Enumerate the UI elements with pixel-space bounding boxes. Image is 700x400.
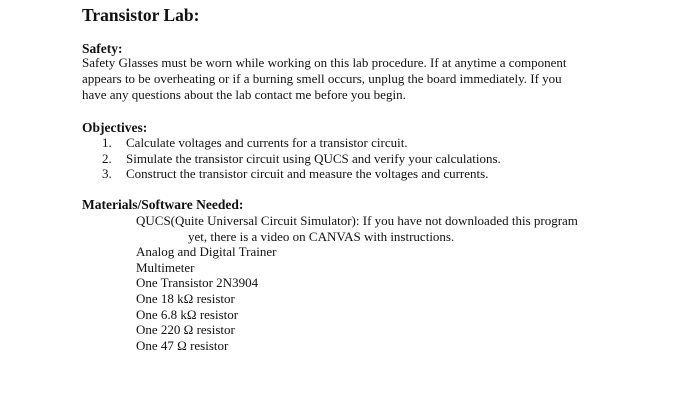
list-item: One 6.8 kΩ resistor bbox=[136, 306, 239, 322]
list-item: One 47 Ω resistor bbox=[136, 337, 229, 353]
list-item bbox=[102, 135, 501, 151]
objectives-list bbox=[102, 135, 501, 182]
list-item bbox=[102, 151, 501, 167]
safety-line: Safety Glasses must be worn while working on this lab procedure. If at anytime a component bbox=[82, 55, 567, 70]
list-number: 3. bbox=[102, 166, 112, 181]
materials-item-qucs: QUCS(Quite Universal Circuit Simulator): If you have not downloaded this program bbox=[136, 213, 578, 228]
list-text: Calculate voltages and currents for a transistor circuit. bbox=[126, 135, 408, 150]
safety-paragraph bbox=[82, 55, 622, 103]
list-item: One 220 Ω resistor bbox=[136, 322, 235, 338]
page-title: Transistor Lab: bbox=[82, 5, 200, 25]
list-text: Simulate the transistor circuit using QUCS and verify your calculations. bbox=[126, 150, 501, 166]
safety-heading: Safety: bbox=[82, 41, 123, 56]
safety-line: have any questions about the lab contact me before you begin. bbox=[82, 87, 406, 102]
list-text: Construct the transistor circuit and measure the voltages and currents. bbox=[126, 166, 489, 181]
list-number: 1. bbox=[102, 135, 112, 150]
list-number: 2. bbox=[102, 150, 112, 166]
list-item: Multimeter bbox=[136, 259, 195, 275]
list-item: One 18 kΩ resistor bbox=[136, 290, 235, 306]
list-item: One Transistor 2N3904 bbox=[136, 275, 259, 291]
materials-heading: Materials/Software Needed: bbox=[82, 197, 244, 212]
list-item bbox=[102, 166, 501, 182]
materials-item-qucs-continued: yet, there is a video on CANVAS with instructions. bbox=[188, 228, 455, 244]
materials-list bbox=[136, 213, 636, 353]
list-item: Analog and Digital Trainer bbox=[136, 244, 277, 260]
objectives-heading: Objectives: bbox=[82, 120, 148, 135]
safety-line: appears to be overheating or if a burning smell occurs, unplug the board immediately. If you bbox=[82, 71, 562, 86]
